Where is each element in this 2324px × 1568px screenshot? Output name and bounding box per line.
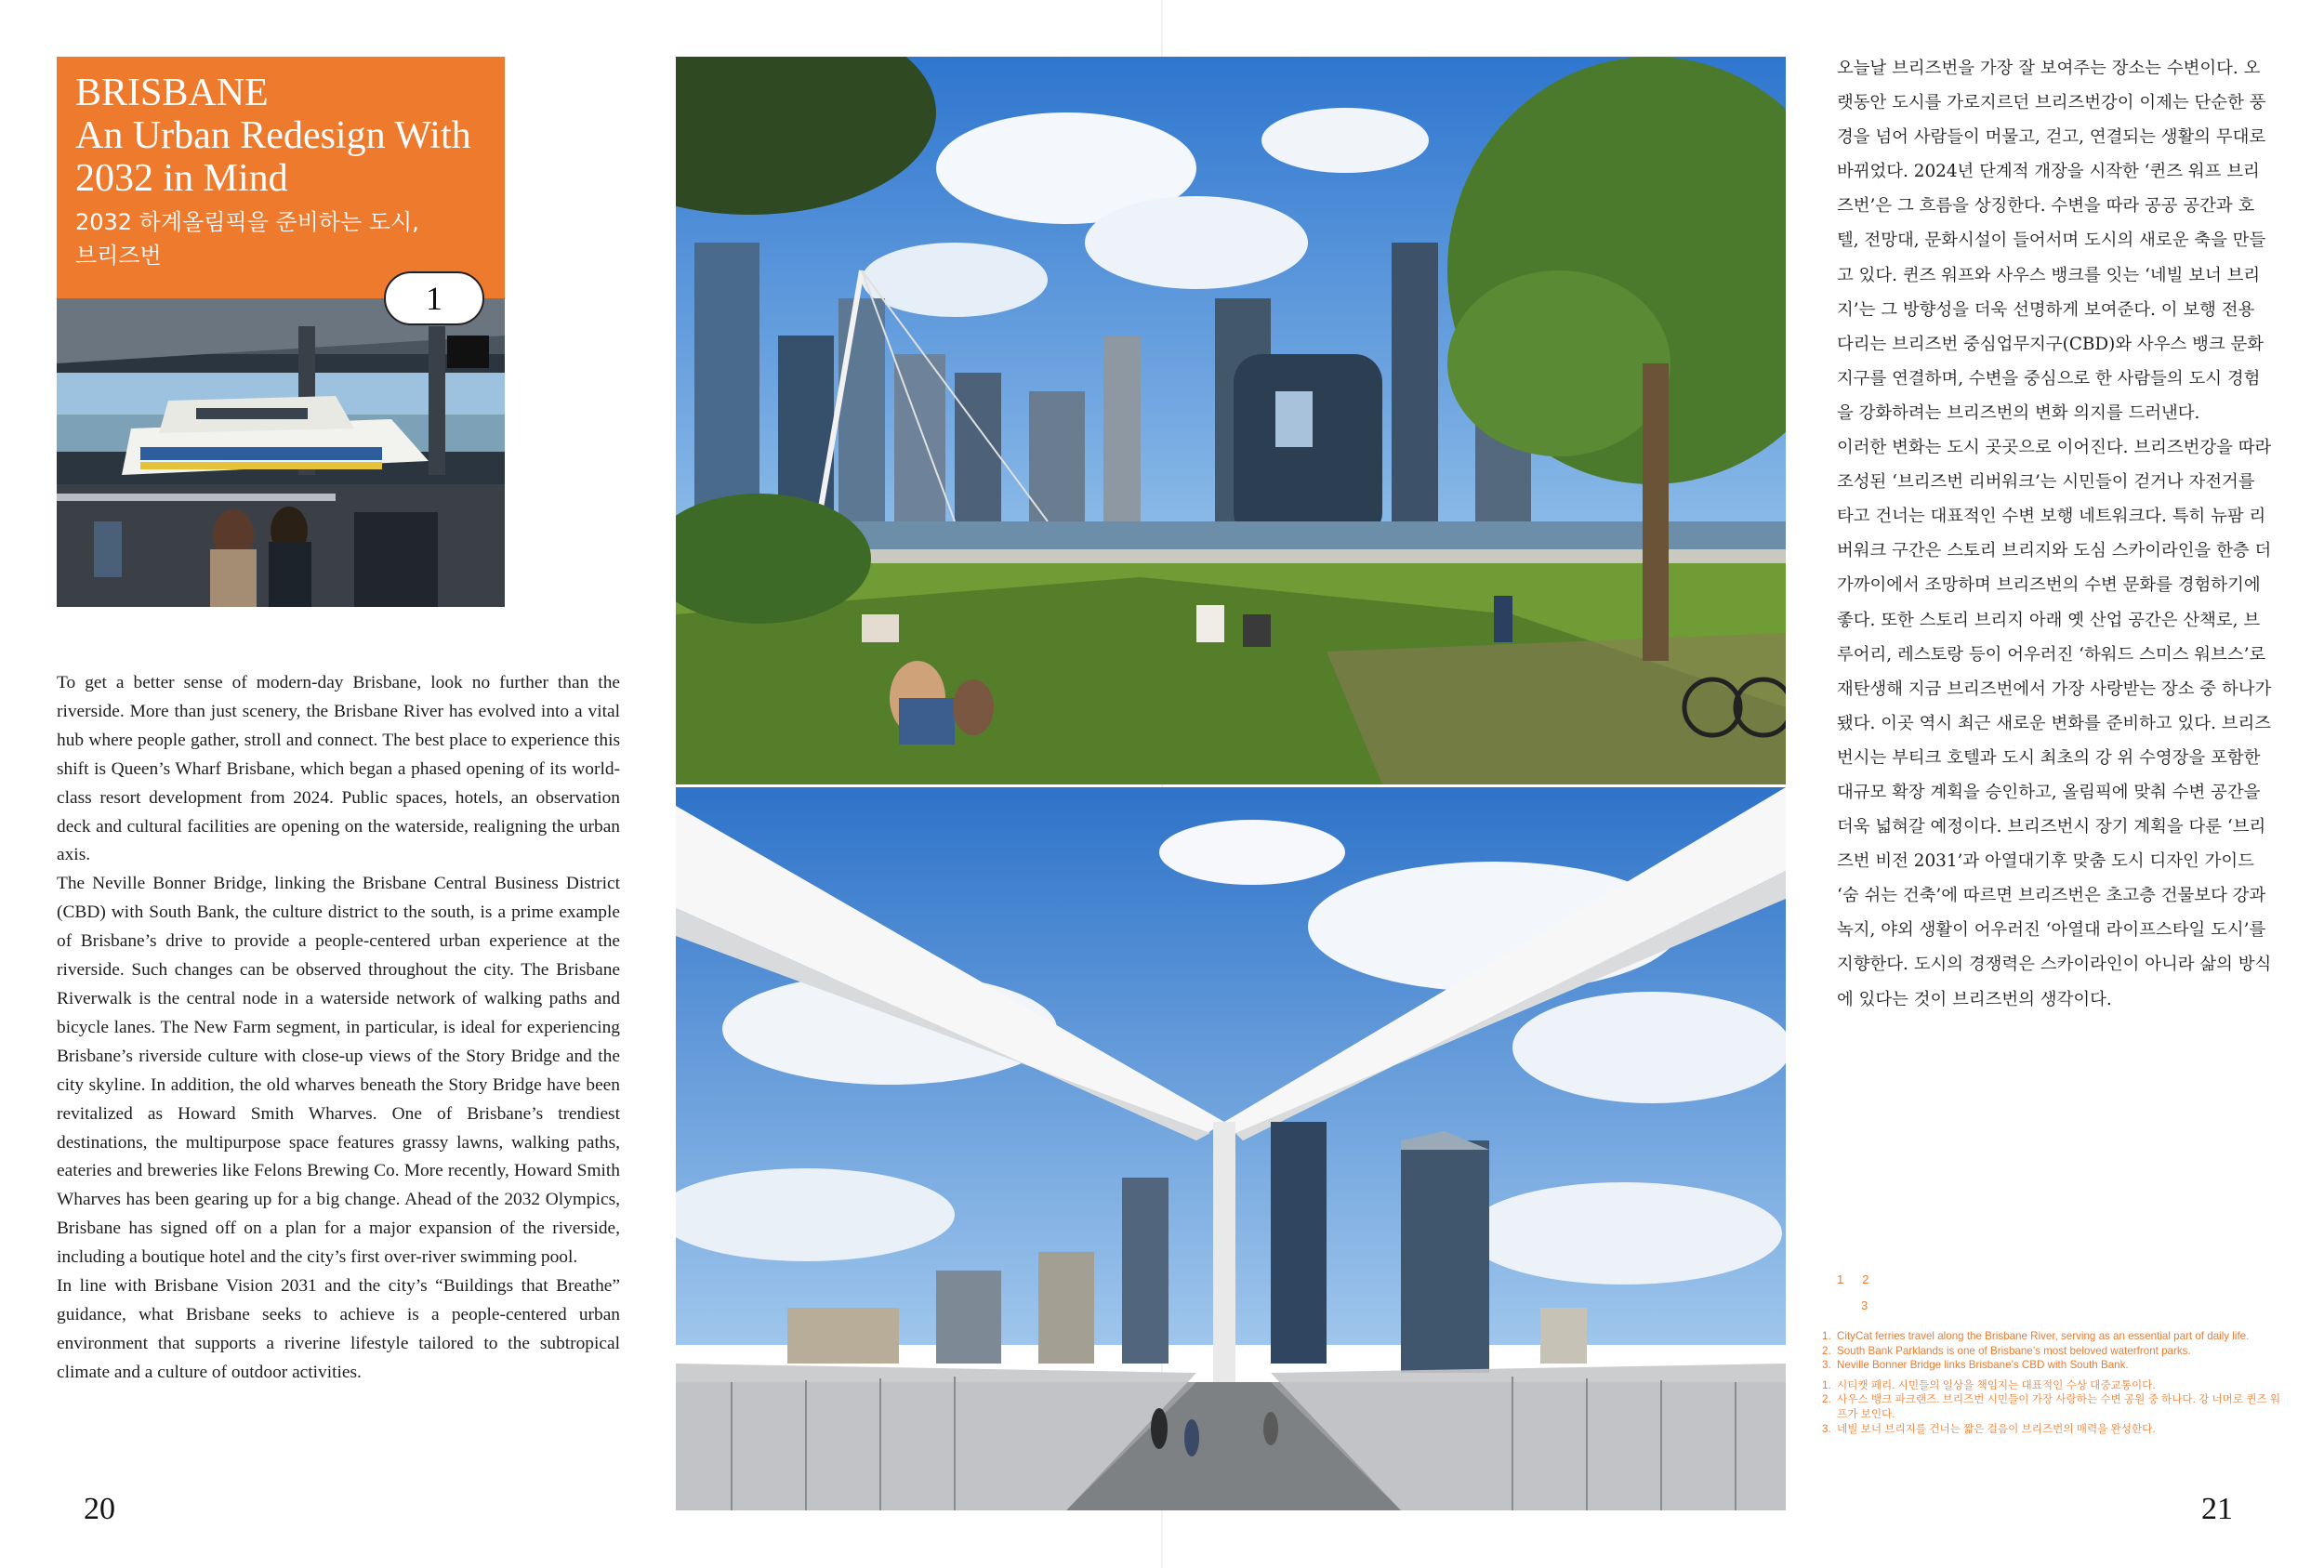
caption-key <box>1837 1267 1887 1319</box>
english-paragraph: In line with Brisbane Vision 2031 and the city’s “Buildings that Breathe” guidance, what Brisbane seeks to achieve is a people-centered urban environment that supports a riverine lifestyle tailored to the subtropical climate and a culture of outdoor activities. <box>57 1276 620 1382</box>
title-subtitle-line2: 2032 in Mind <box>75 157 288 200</box>
article-number-badge: 1 <box>384 271 484 325</box>
caption-en-3: 3. Neville Bonner Bridge links Brisbane’s CBD with South Bank. <box>1822 1359 2129 1372</box>
caption-en-1: 1. CityCat ferries travel along the Brisbane River, serving as an essential part of daily life. <box>1822 1330 2250 1342</box>
english-paragraph: To get a better sense of modern-day Brisbane, look no further than the riverside. More than just scenery, the Brisbane River has evolved into a vital hub where people gather, stroll and connect. The best place to experience this shift is Queen’s Wharf Brisbane, which began a phased opening of its world-class resort development from 2024. Public spaces, hotels, an observation deck and cultural facilities are opening on the waterside, realigning the urban axis. <box>57 673 620 865</box>
english-body <box>57 669 620 1388</box>
caption-ko-3: 3. 네빌 보너 브리지를 건너는 짧은 걸음이 브리즈번의 매력을 완성한다. <box>1822 1422 2156 1435</box>
korean-body <box>1837 51 2274 1017</box>
caption-key-1: 1 <box>1837 1272 1844 1286</box>
bridge-photo <box>676 787 1786 1510</box>
photo-captions <box>1822 1329 2287 1436</box>
korean-paragraph: 이러한 변화는 도시 곳곳으로 이어진다. 브리즈번강을 따라 조성된 ‘브리즈번 리버워크’는 시민들이 걷거나 자전거를 타고 건너는 대표적인 수변 보행 네트워크다. 특히 뉴팜 리버워크 구간은 스토리 브리지와 도심 스카이라인을 한층 더 가까이에서 조망하며 브리즈번의 수변 문화를 경험하기에 좋다. 또한 스토리 브리지 아래 옛 산업 공간은 산책로, 브루어리, 레스토랑 등이 어우러진 ‘하워드 스미스 워브스’로 재탄생해 지금 브리즈번에서 가장 사랑받는 장소 중 하나가 됐다. 이곳 역시 최근 새로운 변화를 준비하고 있다. 브리즈번시는 부티크 호텔과 도시 최초의 강 위 수영장을 포함한 대규모 확장 계획을 승인하고, 올림픽에 맞춰 수변 공간을 더욱 넓혀갈 예정이다. 브리즈번시 장기 계획을 다룬 ‘브리즈번 비전 2031’과 아열대기후 맞춤 도시 디자인 가이드 ‘숨 쉬는 건축’에 따르면 브리즈번은 초고층 건물보다 강과 녹지, 야외 생활이 어우러진 ‘아열대 라이프스타일 도시’를 지향한다. 도시의 경쟁력은 스카이라인이 아니라 삶의 방식에 있다는 것이 브리즈번의 생각이다. <box>1837 438 2272 1009</box>
ferry-photo <box>57 298 505 607</box>
title-korean <box>75 205 466 272</box>
caption-en-2: 2. South Bank Parklands is one of Brisbane’s most beloved waterfront parks. <box>1822 1344 2191 1357</box>
caption-ko-1: 1. 시티캣 페리. 시민들의 일상을 책임지는 대표적인 수상 대중교통이다. <box>1822 1378 2156 1391</box>
title-block <box>57 57 505 298</box>
title-korean-line1: 2032 하계올림픽을 준비하는 도시, <box>75 209 419 235</box>
caption-key-2: 2 <box>1862 1272 1869 1286</box>
title-korean-line2: 브리즈번 <box>75 243 162 269</box>
caption-ko-2: 2. 사우스 뱅크 파크랜즈. 브리즈번 시민들이 가장 사랑하는 수변 공원 중 하나다. 강 너머로 퀸즈 워프가 보인다. <box>1822 1393 2281 1420</box>
page-number-left: 20 <box>84 1492 115 1526</box>
title-subtitle-line1: An Urban Redesign With <box>75 114 471 157</box>
caption-key-3: 3 <box>1861 1298 1868 1312</box>
title-city: BRISBANE <box>75 72 269 114</box>
park-photo <box>676 57 1786 784</box>
english-paragraph: The Neville Bonner Bridge, linking the Brisbane Central Business District (CBD) with South Bank, the culture district to the south, is a prime example of Brisbane’s drive to provide a people-centered urban experience at the riverside. Such changes can be observed throughout the city. The Brisbane Riverwalk is the central node in a waterside network of walking paths and bicycle lanes. The New Farm segment, in particular, is ideal for experiencing Brisbane’s riverside culture with close-up views of the Story Bridge and the city skyline. In addition, the old wharves beneath the Story Bridge have been revitalized as Howard Smith Wharves. One of Brisbane’s trendiest destinations, the multipurpose space features grassy lawns, walking paths, eateries and breweries like Felons Brewing Co. More recently, Howard Smith Wharves has been gearing up for a big change. Ahead of the 2032 Olympics, Brisbane has signed off on a plan for a major expansion of the riverside, including a boutique hotel and the city’s first over-river swimming pool. <box>57 874 620 1268</box>
page-number-right: 21 <box>2201 1492 2233 1526</box>
korean-paragraph: 오늘날 브리즈번을 가장 잘 보여주는 장소는 수변이다. 오랫동안 도시를 가로지르던 브리즈번강이 이제는 단순한 풍경을 넘어 사람들이 머물고, 걷고, 연결되는 생활의 무대로 바뀌었다. 2024년 단계적 개장을 시작한 ‘퀸즈 워프 브리즈번’은 그 흐름을 상징한다. 수변을 따라 공공 공간과 호텔, 전망대, 문화시설이 들어서며 도시의 새로운 축을 만들고 있다. 퀸즈 워프와 사우스 뱅크를 잇는 ‘네빌 보너 브리지’는 그 방향성을 더욱 선명하게 보여준다. 이 보행 전용 다리는 브리즈번 중심업무지구(CBD)와 사우스 뱅크 문화지구를 연결하며, 수변을 중심으로 한 사람들의 도시 경험을 강화하려는 브리즈번의 변화 의지를 드러낸다. <box>1837 59 2266 423</box>
